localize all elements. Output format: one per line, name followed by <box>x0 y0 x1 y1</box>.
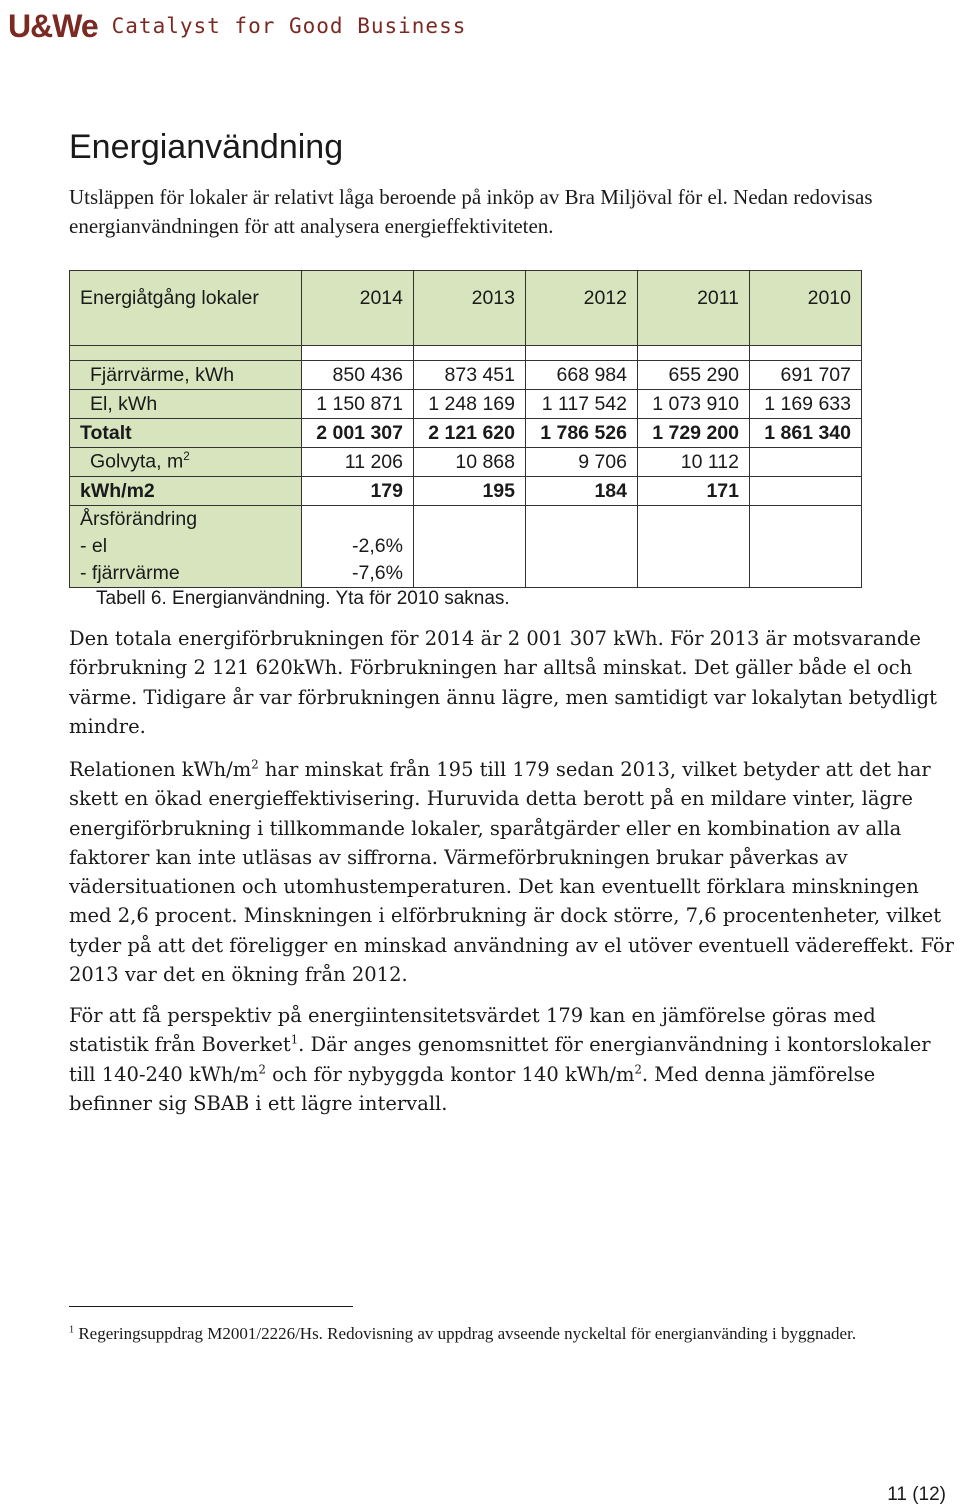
year-header: 2013 <box>414 271 526 346</box>
company-logo: U&We <box>8 7 98 44</box>
row-label: Totalt <box>70 419 302 448</box>
table-cell: 1 150 871 <box>302 390 414 419</box>
table-spacer-row <box>70 346 862 361</box>
change-label: Årsförändring - el - fjärrvärme <box>70 506 302 588</box>
year-header: 2011 <box>638 271 750 346</box>
table-cell: 2 121 620 <box>414 419 526 448</box>
row-label: Fjärrvärme, kWh <box>70 361 302 390</box>
header-tagline: Catalyst for Good Business <box>111 14 467 38</box>
table-cell: 850 436 <box>302 361 414 390</box>
table-cell: 1 117 542 <box>526 390 638 419</box>
table-cell: 10 112 <box>638 448 750 477</box>
table-header-row <box>70 271 862 346</box>
table-row-change <box>70 506 862 588</box>
table-cell <box>750 477 862 506</box>
table-cell <box>750 448 862 477</box>
table-cell: 1 861 340 <box>750 419 862 448</box>
table-cell: 873 451 <box>414 361 526 390</box>
table-cell: 1 786 526 <box>526 419 638 448</box>
table-cell: 184 <box>526 477 638 506</box>
table-row <box>70 448 862 477</box>
table-cell: 691 707 <box>750 361 862 390</box>
intro-paragraph: Utsläppen för lokaler är relativt låga beroende på inköp av Bra Miljöval för el. Nedan redovisas energianvändningen för att analysera energieffektiviteten. <box>69 185 873 238</box>
table-row-intensity <box>70 477 862 506</box>
table-cell: 11 206 <box>302 448 414 477</box>
table-cell: 668 984 <box>526 361 638 390</box>
table-cell: 195 <box>414 477 526 506</box>
footnote-reference: 1 <box>290 1032 299 1047</box>
year-header: 2014 <box>302 271 414 346</box>
table-cell: 179 <box>302 477 414 506</box>
energy-table <box>69 270 862 588</box>
row-label: Golvyta, $m^2$ <box>70 448 302 477</box>
year-header: 2012 <box>526 271 638 346</box>
paragraph-relation: Relationen kWh/$m^2$ har minskat från 195 till 179 sedan 2013, vilket betyder att det har skett en ökad energieffektivisering. Huruvida detta berott på en mildare vinter, lägre energiförbrukning i tillkommande lokaler, sparåtgärder eller en kombination av alla faktorer kan inte utläsas av siffrorna. Värmeförbrukningen brukar påverkas av vädersituationen och utomhustemperaturen. Det kan eventuellt förklara minskningen med 2,6 procent. Minskningen i elförbrukning är dock större, 7,6 procentenheter, vilket tyder på att det föreligger en minskad användning av el utöver eventuell vädereffekt. För 2013 var det en ökning från 2012. <box>69 757 954 987</box>
page-number: 11 (12) <box>887 1484 946 1505</box>
table-cell: 1 248 169 <box>414 390 526 419</box>
year-header: 2010 <box>750 271 862 346</box>
table-row-total <box>70 419 862 448</box>
table-cell: 1 169 633 <box>750 390 862 419</box>
row-label: kWh/m2 <box>70 477 302 506</box>
table-cell: 1 729 200 <box>638 419 750 448</box>
table-cell: 1 073 910 <box>638 390 750 419</box>
footnote: $^1$ Regeringsuppdrag M2001/2226/Hs. Redovisning av uppdrag avseende nyckeltal för energianvänding i byggnader. <box>69 1324 857 1343</box>
footnote-divider <box>69 1306 353 1307</box>
paragraph-comparison: För att få perspektiv på energiintensitetsvärdet 179 kan en jämförelse göras med statistik från Boverket$^1$. Där anges genomsnittet för energianvändning i kontorslokaler till 140-240 kWh/$m^2$ och för nybyggda kontor 140 kWh/$m^2$. Med denna jämförelse befinner sig SBAB i ett lägre intervall. <box>69 1004 931 1115</box>
table-caption: Tabell 6. Energianvändning. Yta för 2010 saknas. <box>96 588 510 609</box>
page-title: Energianvändning <box>69 128 344 166</box>
table-cell: 655 290 <box>638 361 750 390</box>
table-cell: 10 868 <box>414 448 526 477</box>
table-row <box>70 390 862 419</box>
table-row <box>70 361 862 390</box>
page-header <box>8 8 466 44</box>
table-cell: 2 001 307 <box>302 419 414 448</box>
table-cell: 171 <box>638 477 750 506</box>
change-values: -2,6% -7,6% <box>302 506 414 588</box>
row-label: El, kWh <box>70 390 302 419</box>
table-header-label: Energiåtgång lokaler <box>70 271 302 346</box>
paragraph-total-consumption: Den totala energiförbrukningen för 2014 är 2 001 307 kWh. För 2013 är motsvarande förbrukning 2 121 620kWh. Förbrukningen har alltså minskat. Det gäller både el och värme. Tidigare år var förbrukningen ännu lägre, men samtidigt var lokalytan betydligt mindre. <box>69 627 937 738</box>
table-cell: 9 706 <box>526 448 638 477</box>
